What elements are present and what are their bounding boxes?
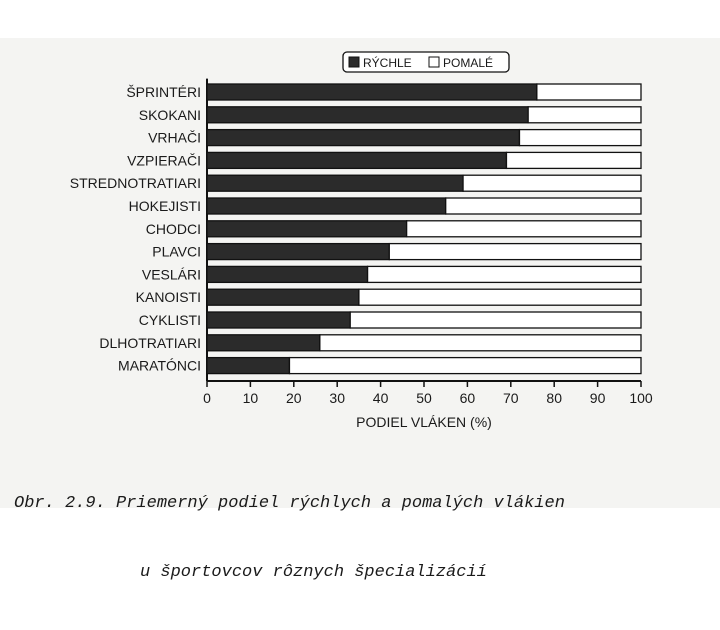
bar-slow-9 [359, 289, 641, 305]
x-tick-label: 20 [286, 390, 302, 406]
bar-slow-6 [407, 221, 641, 237]
legend-swatch-fast [349, 57, 359, 67]
bar-fast-4 [207, 175, 463, 191]
category-label: KANOISTI [135, 289, 201, 306]
bar-fast-1 [207, 107, 528, 123]
x-tick-label: 30 [329, 390, 345, 406]
x-tick-label: 100 [629, 390, 653, 406]
x-tick-label: 50 [416, 390, 432, 406]
x-tick-label: 80 [546, 390, 562, 406]
category-label: VRHAČI [148, 129, 201, 146]
category-label: VESLÁRI [141, 266, 201, 283]
legend [343, 52, 509, 72]
x-tick-label: 70 [503, 390, 519, 406]
category-label: SKOKANI [138, 106, 201, 123]
category-label: VZPIERAČI [127, 152, 201, 169]
bar-fast-12 [207, 358, 289, 374]
bar-slow-10 [350, 312, 641, 328]
bar-fast-0 [207, 84, 537, 100]
legend-label-slow: POMALÉ [443, 56, 494, 70]
caption-line-1: Obr. 2.9. Priemerný podiel rýchlych a pomalých vlákien [14, 494, 565, 513]
category-label: CYKLISTI [138, 312, 201, 328]
category-label: MARATÓNCI [118, 357, 201, 374]
category-label: PLAVCI [152, 243, 201, 260]
caption-line-2: u športovcov rôznych špecializácií [140, 563, 487, 582]
bar-fast-3 [207, 152, 506, 168]
bar-slow-7 [389, 244, 641, 260]
bar-fast-7 [207, 244, 389, 260]
x-tick-label: 60 [459, 390, 476, 406]
legend-swatch-slow [429, 57, 439, 67]
x-tick-label: 90 [589, 390, 606, 406]
category-label: ŠPRINTÉRI [126, 84, 201, 100]
bar-slow-12 [289, 358, 641, 374]
bar-slow-8 [368, 266, 641, 282]
x-tick-label: 40 [372, 390, 389, 406]
category-label: HOKEJISTI [128, 198, 201, 214]
bar-slow-5 [446, 198, 641, 214]
category-label: DLHOTRATIARI [99, 334, 201, 351]
category-label: CHODCI [145, 220, 201, 237]
bar-slow-1 [528, 107, 641, 123]
x-tick-label: 0 [203, 390, 211, 406]
legend-label-fast: RÝCHLE [363, 56, 412, 70]
bar-slow-2 [519, 130, 641, 146]
bar-fast-9 [207, 289, 359, 305]
category-label: STREDNOTRATIARI [69, 175, 201, 192]
bar-slow-4 [463, 175, 641, 191]
bar-fast-10 [207, 312, 350, 328]
figure-caption [14, 446, 714, 630]
bar-fast-5 [207, 198, 446, 214]
bar-fast-11 [207, 335, 320, 351]
bar-slow-11 [320, 335, 641, 351]
bar-slow-0 [537, 84, 641, 100]
x-axis-title: PODIEL VLÁKEN (%) [356, 414, 492, 430]
bar-fast-2 [207, 130, 519, 146]
bar-slow-3 [506, 152, 641, 168]
bar-fast-8 [207, 266, 368, 282]
x-tick-label: 10 [242, 390, 259, 406]
bar-fast-6 [207, 221, 407, 237]
